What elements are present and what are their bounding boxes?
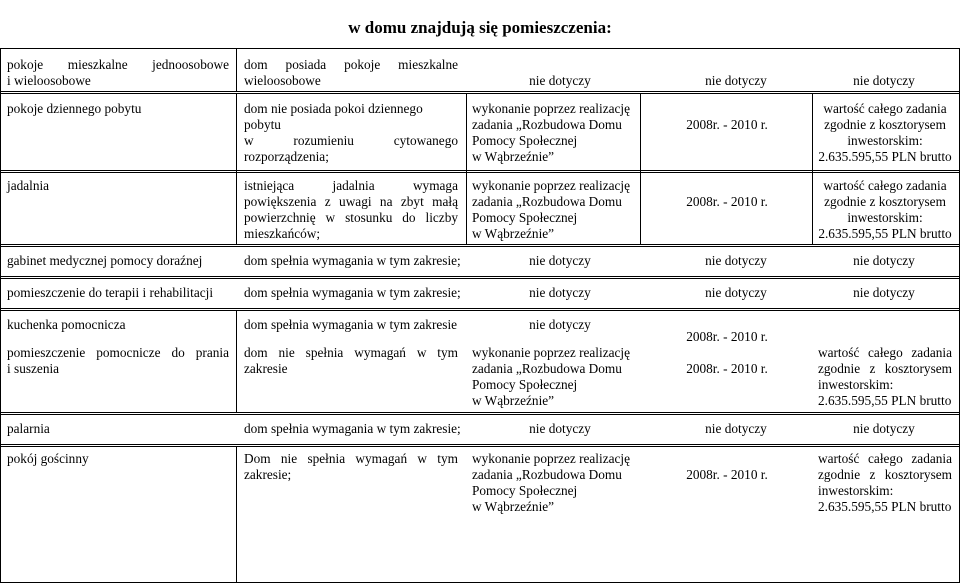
row-value — [810, 178, 960, 242]
table-rule — [236, 94, 237, 244]
row-action-line: wykonanie poprzez realizację — [472, 178, 630, 193]
row-name: jadalnia — [7, 178, 50, 193]
row-value-line: inwestorskim: — [818, 377, 894, 392]
row-value — [818, 451, 952, 515]
table-rule — [236, 447, 237, 582]
row-status: dom spełnia wymagania w tym zakresie; — [244, 421, 461, 436]
row-status — [244, 345, 458, 377]
row-name — [7, 345, 229, 377]
row-status: dom spełnia wymagania w tym zakresie; — [244, 253, 461, 268]
table-rule — [0, 444, 960, 447]
row-value — [818, 345, 952, 409]
row-status-line: dom posiada pokoje mieszkalne — [244, 57, 458, 72]
not-applicable: nie dotyczy — [705, 285, 767, 300]
row-action-line: Pomocy Społecznej — [472, 483, 578, 498]
not-applicable: nie dotyczy — [853, 73, 915, 88]
row-name: palarnia — [7, 421, 50, 436]
row-period: 2008r. - 2010 r. — [686, 467, 768, 482]
row-action-line: zadania „Rozbudowa Domu — [472, 117, 622, 132]
row-action — [472, 345, 638, 409]
not-applicable: nie dotyczy — [853, 421, 915, 436]
row-status-line: Dom nie spełnia wymagań w tym — [244, 451, 458, 466]
not-applicable: nie dotyczy — [529, 253, 591, 268]
table-rule — [0, 170, 960, 173]
row-action-line: Pomocy Społecznej — [472, 377, 578, 392]
row-action-line: Pomocy Społecznej — [472, 210, 578, 225]
not-applicable: nie dotyczy — [705, 73, 767, 88]
row-status-line: mieszkańców; — [244, 226, 321, 241]
row-status — [244, 451, 458, 483]
not-applicable: nie dotyczy — [853, 285, 915, 300]
table-rule — [0, 276, 960, 279]
row-action-line: wykonanie poprzez realizację — [472, 101, 630, 116]
row-name-line: pokoje mieszkalne jednoosobowe — [7, 57, 229, 72]
row-action-line: zadania „Rozbudowa Domu — [472, 194, 622, 209]
row-value-line: zgodnie z kosztorysem — [818, 467, 952, 482]
row-status — [244, 101, 458, 165]
row-name: pokoje dziennego pobytu — [7, 101, 142, 116]
not-applicable: nie dotyczy — [529, 73, 591, 88]
row-status: dom spełnia wymagania w tym zakresie; — [244, 285, 461, 300]
row-value-line: 2.635.595,55 PLN brutto — [818, 499, 952, 514]
not-applicable: nie dotyczy — [853, 253, 915, 268]
not-applicable: nie dotyczy — [705, 421, 767, 436]
table-rule — [640, 94, 641, 244]
row-period: 2008r. - 2010 r. — [686, 117, 768, 132]
row-action-line: zadania „Rozbudowa Domu — [472, 361, 622, 376]
table-rule — [236, 48, 237, 91]
table-rule — [466, 94, 467, 244]
row-action-line: Pomocy Społecznej — [472, 133, 578, 148]
row-status-line: zakresie; — [244, 467, 292, 482]
row-name — [7, 57, 229, 89]
table-rule — [0, 308, 960, 311]
table-rule — [0, 48, 1, 582]
not-applicable: nie dotyczy — [705, 253, 767, 268]
row-name-line: pomieszczenie pomocnicze do prania — [7, 345, 229, 360]
row-name: pokój gościnny — [7, 451, 89, 466]
row-value-line: wartość całego zadania — [818, 451, 952, 466]
row-action-line: w Wąbrzeźnie” — [472, 149, 555, 164]
row-status: dom spełnia wymagania w tym zakresie — [244, 317, 458, 332]
row-status — [244, 57, 458, 89]
row-name: kuchenka pomocnicza — [7, 317, 126, 332]
row-value-line: wartość całego zadania — [823, 101, 947, 116]
row-status-line: rozporządzenia; — [244, 149, 329, 164]
table-rule — [236, 311, 237, 412]
row-status-line: powierzchnię w stosunku do liczby — [244, 210, 458, 225]
row-status-line: istniejąca jadalnia wymaga — [244, 178, 458, 193]
row-status-line: powiększenia z uwagi na zbyt małą — [244, 194, 458, 209]
row-status-line: dom nie spełnia wymagań w tym — [244, 345, 458, 360]
row-status-line: dom nie posiada pokoi dziennego pobytu — [244, 101, 423, 132]
row-action — [472, 451, 638, 515]
row-value-line: 2.635.595,55 PLN brutto — [818, 149, 952, 164]
row-action-line: wykonanie poprzez realizację — [472, 345, 630, 360]
row-name: pomieszczenie do terapii i rehabilitacji — [7, 285, 214, 300]
table-rule — [0, 244, 960, 247]
row-value-line: zgodnie z kosztorysem — [824, 194, 946, 209]
row-status — [244, 178, 458, 242]
row-value-line: wartość całego zadania — [818, 345, 952, 360]
row-action-line: w Wąbrzeźnie” — [472, 393, 555, 408]
row-action-line: wykonanie poprzez realizację — [472, 451, 630, 466]
row-status-line: zakresie — [244, 361, 288, 376]
row-value-line: 2.635.595,55 PLN brutto — [818, 226, 952, 241]
row-action-line: w Wąbrzeźnie” — [472, 226, 555, 241]
table-rule — [0, 91, 960, 94]
row-status-line: w rozumieniu cytowanego — [244, 133, 458, 148]
row-value-line: inwestorskim: — [847, 210, 923, 225]
row-status-line: wieloosobowe — [244, 73, 321, 88]
row-name-line: i suszenia — [7, 361, 60, 376]
page-title: w domu znajdują się pomieszczenia: — [348, 18, 612, 37]
row-period: 2008r. - 2010 r. — [686, 361, 768, 376]
row-value — [810, 101, 960, 165]
row-name-line: i wieloosobowe — [7, 73, 91, 88]
row-value-line: inwestorskim: — [818, 483, 894, 498]
row-action-line: zadania „Rozbudowa Domu — [472, 467, 622, 482]
table-rule — [0, 582, 960, 583]
row-value-line: zgodnie z kosztorysem — [824, 117, 946, 132]
row-name: gabinet medycznej pomocy doraźnej — [7, 253, 203, 268]
row-value-line: zgodnie z kosztorysem — [818, 361, 952, 376]
table-rule — [0, 48, 960, 49]
row-value-line: 2.635.595,55 PLN brutto — [818, 393, 952, 408]
row-period: 2008r. - 2010 r. — [686, 329, 768, 344]
row-value-line: inwestorskim: — [847, 133, 923, 148]
row-action — [472, 178, 638, 242]
row-value-line: wartość całego zadania — [823, 178, 947, 193]
row-period: 2008r. - 2010 r. — [686, 194, 768, 209]
not-applicable: nie dotyczy — [529, 285, 591, 300]
row-action — [472, 101, 638, 165]
row-action-line: w Wąbrzeźnie” — [472, 499, 555, 514]
not-applicable: nie dotyczy — [529, 317, 591, 332]
table-rule — [0, 412, 960, 415]
not-applicable: nie dotyczy — [529, 421, 591, 436]
